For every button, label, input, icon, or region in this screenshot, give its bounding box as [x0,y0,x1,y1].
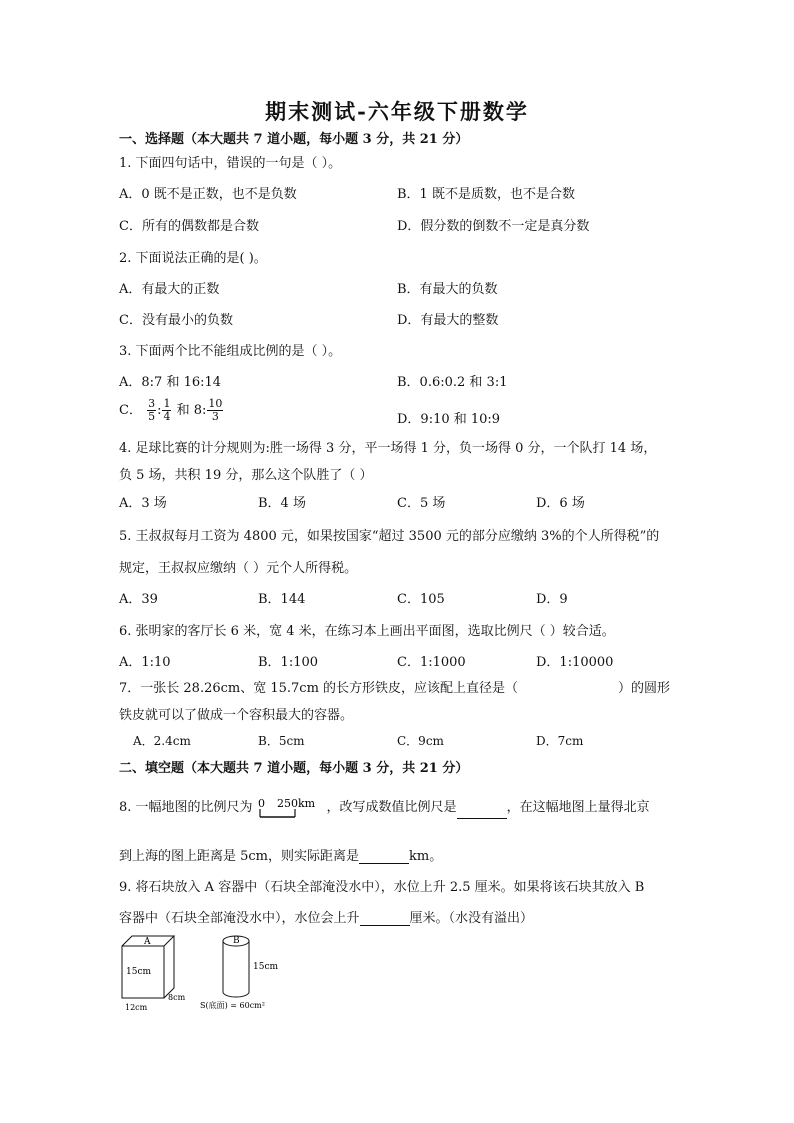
fraction-denominator: 3 [211,410,219,423]
question-9-line-2-start: 容器中（石块全部淹没水中），水位会上升 [119,911,360,926]
question-3-option-c [119,398,224,423]
question-6-option-b: B．1:100 [258,655,319,670]
question-3-option-c-label: C． [119,403,142,418]
container-a-height-label: 15cm [126,967,152,977]
fraction-numerator: 1 [163,397,171,410]
fraction-denominator: 5 [148,410,156,423]
fraction-numerator: 3 [148,397,156,410]
question-4-line-2: 负 5 场，共积 19 分，那么这个队胜了（ ） [119,468,373,483]
question-4-option-b: B．4 场 [258,496,306,511]
section-1-heading: 一、选择题（本大题共 7 道小题，每小题 3 分，共 21 分） [119,132,469,147]
question-7-line-1 [119,677,670,696]
question-3-option-c-mid: 和 8: [172,403,207,418]
container-b-base-label: S(底面) = 60cm² [200,1001,265,1010]
scale-bar-zero: 0 [257,796,265,810]
question-3-option-a: A．8:7 和 16:14 [119,375,222,390]
question-2-stem: 2. 下面说法正确的是( )。 [119,251,267,266]
question-8-line-2 [119,845,442,864]
container-figure [110,930,310,1020]
fraction-10-3 [207,398,223,423]
question-1-stem: 1. 下面四句话中，错误的一句是（ ）。 [119,156,342,171]
question-5-option-d: D．9 [536,592,568,607]
ratio-colon: : [157,403,162,418]
question-4-option-a: A．3 场 [119,496,167,511]
question-5-line-2: 规定，王叔叔应缴纳（ ）元个人所得税。 [119,561,358,576]
question-6-stem: 6. 张明家的客厅长 6 米，宽 4 米，在练习本上画出平面图，选取比例尺（ ）较合适。 [119,624,615,639]
page-title: 期末测试-六年级下册数学 [265,99,529,124]
question-3-stem: 3. 下面两个比不能组成比例的是（ ）。 [119,344,342,359]
question-7-option-a: A．2.4cm [133,734,191,748]
question-9-line-2 [119,907,533,926]
question-2-option-b: B．有最大的负数 [397,282,498,297]
answer-blank [457,804,507,819]
question-7-option-d: D．7cm [536,734,584,748]
question-9-line-2-end: 厘米。（水没有溢出） [409,911,534,926]
scale-bar-figure [257,797,323,819]
question-1-option-d: D．假分数的倒数不一定是真分数 [397,219,590,234]
container-a-label: A [144,937,151,947]
question-9-line-1: 9. 将石块放入 A 容器中（石块全部淹没水中），水位上升 2.5 厘米。如果将该石块其放入 B [119,880,645,895]
question-8-line-2-end: km。 [409,849,443,864]
question-8-line-1-mid: ，改写成数值比例尺是 [326,800,457,815]
fraction-numerator: 10 [208,397,223,410]
question-8-line-1-end: ，在这幅地图上量得北京 [506,800,650,815]
question-8-line-2-start: 到上海的图上距离是 5cm，则实际距离是 [119,849,360,864]
question-2-option-a: A．有最大的正数 [119,282,220,297]
question-7-line-1-end: ）的圆形 [618,681,671,696]
scale-bar-svg [257,797,323,819]
question-8-line-1 [119,796,650,819]
question-5-option-a: A．39 [119,592,158,607]
section-2-heading: 二、填空题（本大题共 7 道小题，每小题 3 分，共 21 分） [119,761,469,776]
fraction-denominator: 4 [163,410,171,423]
container-a-depth-label: 8cm [168,993,186,1002]
question-1-option-c: C．所有的偶数都是合数 [119,219,259,234]
question-6-option-a: A．1:10 [119,655,171,670]
fraction-3-5 [147,398,156,423]
question-4-option-d: D．6 场 [536,496,585,511]
container-a-width-label: 12cm [125,1003,148,1012]
question-6-option-d: D．1:10000 [536,655,614,670]
answer-blank [359,849,409,864]
question-2-option-c: C．没有最小的负数 [119,313,233,328]
question-3-option-d: D．9:10 和 10:9 [397,412,501,427]
question-5-option-c: C．105 [397,592,445,607]
scale-bar-value: 250km [276,796,315,810]
container-a-cuboid [122,936,186,1012]
fraction-1-4 [162,398,171,423]
question-6-option-c: C．1:1000 [397,655,466,670]
question-7-option-b: B．5cm [258,734,305,748]
container-b-cylinder [200,936,278,1010]
question-5-line-1: 5. 王叔叔每月工资为 4800 元，如果按国家“超过 3500 元的部分应缴纳 3%的个人所得税”的 [119,529,660,544]
question-1-option-a: A．0 既不是正数，也不是负数 [119,187,297,202]
question-7-line-2: 铁皮就可以了做成一个容积最大的容器。 [119,708,354,723]
question-1-option-b: B．1 既不是质数，也不是合数 [397,187,575,202]
answer-blank [360,911,410,926]
question-8-line-1-start: 8. 一幅地图的比例尺为 [119,800,253,815]
container-b-label: B [233,936,240,946]
question-4-option-c: C．5 场 [397,496,446,511]
container-b-height-label: 15cm [253,962,279,972]
question-3-option-b: B．0.6:0.2 和 3:1 [397,375,508,390]
question-5-option-b: B．144 [258,592,306,607]
question-7-line-1-start: 7．一张长 28.26cm、宽 15.7cm 的长方形铁皮，应该配上直径是（ [119,681,519,696]
question-2-option-d: D．有最大的整数 [397,313,499,328]
question-7-option-c: C．9cm [397,734,444,748]
question-4-line-1: 4. 足球比赛的计分规则为:胜一场得 3 分，平一场得 1 分，负一场得 0 分，一个队打 14 场， [119,441,657,456]
